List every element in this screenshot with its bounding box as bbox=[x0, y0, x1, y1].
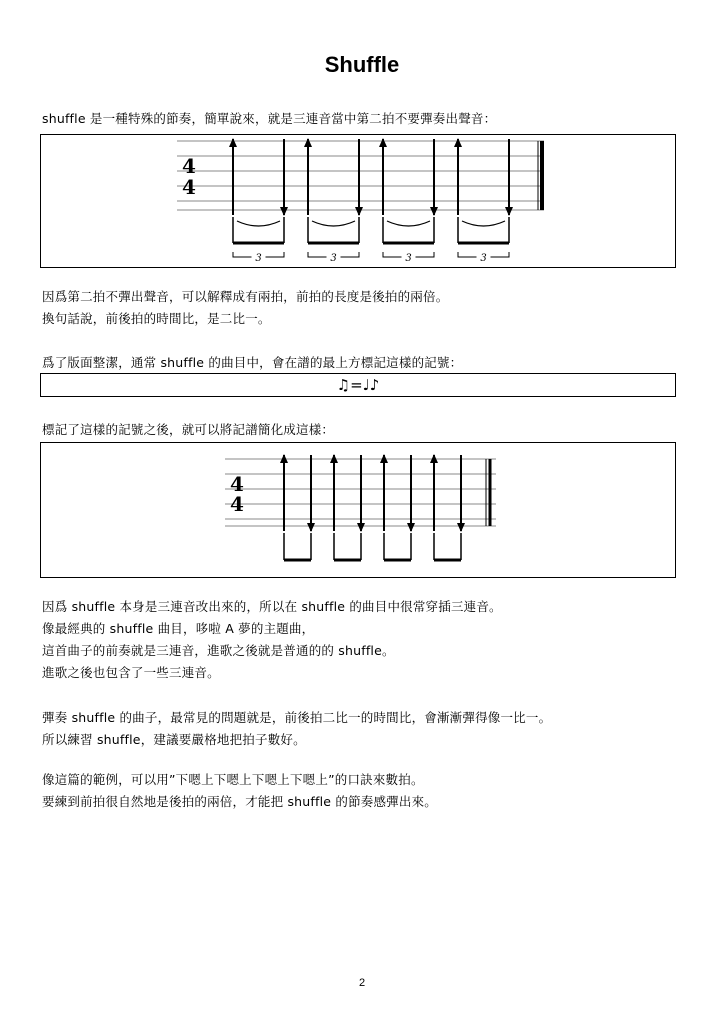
page-number: 2 bbox=[358, 977, 366, 989]
intro-line: shuffle 是一種特殊的節奏，簡單說來，就是三連音當中第二拍不要彈奏出聲音： bbox=[42, 111, 497, 126]
down-arrow-head bbox=[355, 207, 363, 216]
triplet-number: 3 bbox=[255, 253, 262, 264]
triplet-tie bbox=[237, 221, 280, 226]
time-sig-bottom: 4 bbox=[182, 175, 196, 199]
text-line: 進歌之後也包含了一些三連音。 bbox=[42, 665, 220, 680]
triplet-bracket-left bbox=[233, 252, 252, 257]
triplet-bracket-left bbox=[308, 252, 327, 257]
down-arrow-head bbox=[457, 523, 465, 532]
practice-paragraph bbox=[42, 707, 551, 751]
text-line: 彈奏 shuffle 的曲子，最常見的問題就是，前後拍二比一的時間比，會漸漸彈得像一比一。 bbox=[42, 710, 552, 725]
text-line: 標記了這樣的記號之後，就可以將記譜簡化成這樣： bbox=[42, 422, 335, 437]
text-line: 像最經典的 shuffle 曲目，哆啦 A 夢的主題曲， bbox=[42, 621, 315, 636]
text-line: 要練到前拍很自然地是後拍的兩倍，才能把 shuffle 的節奏感彈出來。 bbox=[42, 794, 437, 809]
down-arrow-head bbox=[280, 207, 288, 216]
triplet-paragraph bbox=[42, 596, 502, 684]
time-sig-top: 4 bbox=[230, 472, 244, 496]
triplet-bracket-right bbox=[491, 252, 510, 257]
triplet-number: 3 bbox=[480, 253, 487, 264]
up-arrow-head bbox=[304, 138, 312, 147]
up-arrow-head bbox=[229, 138, 237, 147]
triplet-number: 3 bbox=[330, 253, 337, 264]
explanation-paragraph bbox=[42, 286, 448, 330]
down-arrow-head bbox=[430, 207, 438, 216]
down-arrow-head bbox=[357, 523, 365, 532]
shuffle-notation-symbol: ♫=♩♪ bbox=[336, 376, 380, 394]
time-sig-bottom: 4 bbox=[230, 492, 244, 516]
triplet-bracket-right bbox=[266, 252, 285, 257]
triplet-tie bbox=[462, 221, 505, 226]
text-line: 因爲第二拍不彈出聲音，可以解釋成有兩拍，前拍的長度是後拍的兩倍。 bbox=[42, 289, 449, 304]
text-line: 因爲 shuffle 本身是三連音改出來的，所以在 shuffle 的曲目中很常穿插三連音。 bbox=[42, 599, 502, 614]
up-arrow-head bbox=[454, 138, 462, 147]
text-line: 換句話說，前後拍的時間比，是二比一。 bbox=[42, 311, 271, 326]
triplet-bracket-right bbox=[416, 252, 435, 257]
simplified-strum-staff bbox=[40, 442, 676, 578]
up-arrow-head bbox=[379, 138, 387, 147]
triplet-bracket-right bbox=[341, 252, 360, 257]
counting-paragraph bbox=[42, 769, 437, 813]
after-notation-paragraph bbox=[42, 419, 334, 441]
text-line: 像這篇的範例，可以用”下嗯上下嗯上下嗯上下嗯上”的口訣來數拍。 bbox=[42, 772, 424, 787]
time-sig-top: 4 bbox=[182, 154, 196, 178]
triplet-bracket-left bbox=[383, 252, 402, 257]
triplet-bracket-left bbox=[458, 252, 477, 257]
down-arrow-head bbox=[407, 523, 415, 532]
text-line: 爲了版面整潔，通常 shuffle 的曲目中，會在譜的最上方標記這樣的記號： bbox=[42, 355, 463, 370]
triplet-tie bbox=[387, 221, 430, 226]
triplet-tie bbox=[312, 221, 355, 226]
down-arrow-head bbox=[505, 207, 513, 216]
down-arrow-head bbox=[307, 523, 315, 532]
intro-paragraph bbox=[42, 108, 496, 130]
triplet-strum-staff bbox=[40, 134, 676, 268]
staff-2-graphic bbox=[41, 443, 677, 579]
triplet-number: 3 bbox=[405, 253, 412, 264]
notation-intro-paragraph bbox=[42, 352, 462, 374]
text-line: 所以練習 shuffle，建議要嚴格地把拍子數好。 bbox=[42, 732, 306, 747]
shuffle-symbol-box bbox=[40, 373, 676, 397]
page-title: Shuffle bbox=[324, 52, 400, 77]
strum-group-2 bbox=[280, 454, 465, 560]
text-line: 這首曲子的前奏就是三連音，進歌之後就是普通的的 shuffle。 bbox=[42, 643, 395, 658]
staff-1-graphic bbox=[41, 135, 677, 269]
